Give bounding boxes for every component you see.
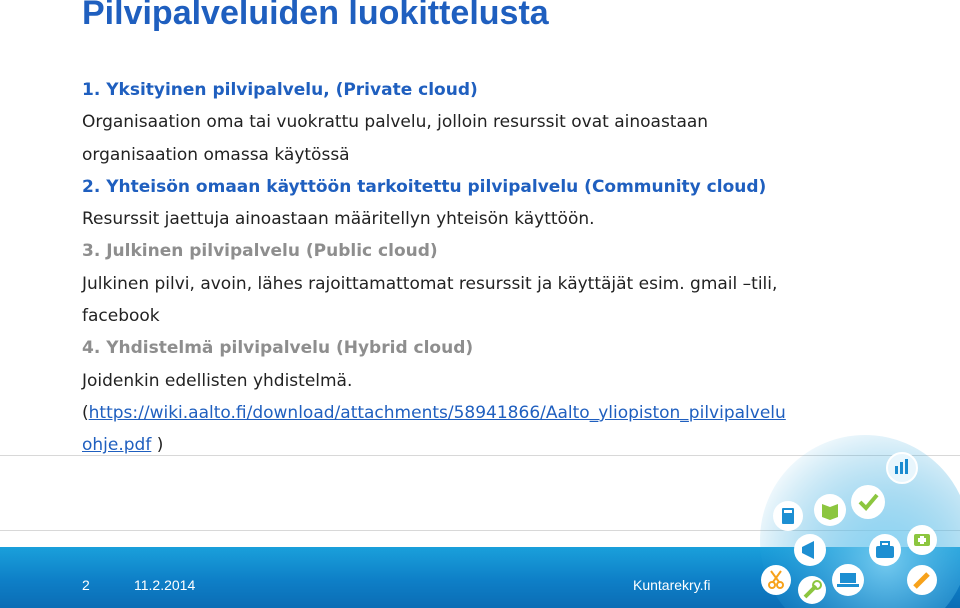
wrench-icon [798,576,826,604]
section-text: Organisaation oma tai vuokrattu palvelu, jolloin resurssit ovat ainoastaan [82,112,709,133]
chart-icon [887,453,917,483]
section-heading-community: 2. Yhteisön omaan käyttöön tarkoitettu pilvipalvelu (Community cloud) [82,176,767,197]
section-text: Joidenkin edellisten yhdistelmä. [82,370,353,391]
book-icon [814,494,846,526]
pencil-icon [907,565,937,595]
scissors-icon [761,565,791,595]
section-heading-private: 1. Yksityinen pilvipalvelu, (Private cloud) [82,80,478,100]
page-number: 2 [82,577,90,593]
reference-close-paren: ) [151,435,164,456]
reference [82,397,902,429]
section-text: organisaation omassa käytössä [82,144,350,165]
calculator-icon [773,501,803,531]
reference-open-paren: ( [82,402,89,423]
slide-content [82,74,902,462]
footer-date: 11.2.2014 [134,577,196,593]
slide-title: Pilvipalveluiden luokittelusta [82,0,549,32]
megaphone-icon [794,534,826,566]
section-heading-public: 3. Julkinen pilvipalvelu (Public cloud) [82,241,438,262]
section-text: facebook [82,306,160,327]
reference-link-end[interactable]: ohje.pdf [82,435,152,456]
medical-kit-icon [907,525,937,555]
section-heading-hybrid: 4. Yhdistelmä pilvipalvelu (Hybrid cloud) [82,338,474,359]
decorative-icon-cluster [690,430,960,608]
section-text: Julkinen pilvi, avoin, lähes rajoittamattomat resurssit ja käyttäjät esim. gmail –tili, [82,273,778,294]
laptop-icon [832,564,864,596]
briefcase-icon [869,534,901,566]
section-text: Resurssit jaettuja ainoastaan määritellyn yhteisön käyttöön. [82,209,595,230]
reference-link[interactable]: https://wiki.aalto.fi/download/attachments/58941866/Aalto_yliopiston_pilvipalvelu [88,402,786,423]
checkmark-icon [851,485,885,519]
footer-site: Kuntarekry.fi [633,577,711,593]
